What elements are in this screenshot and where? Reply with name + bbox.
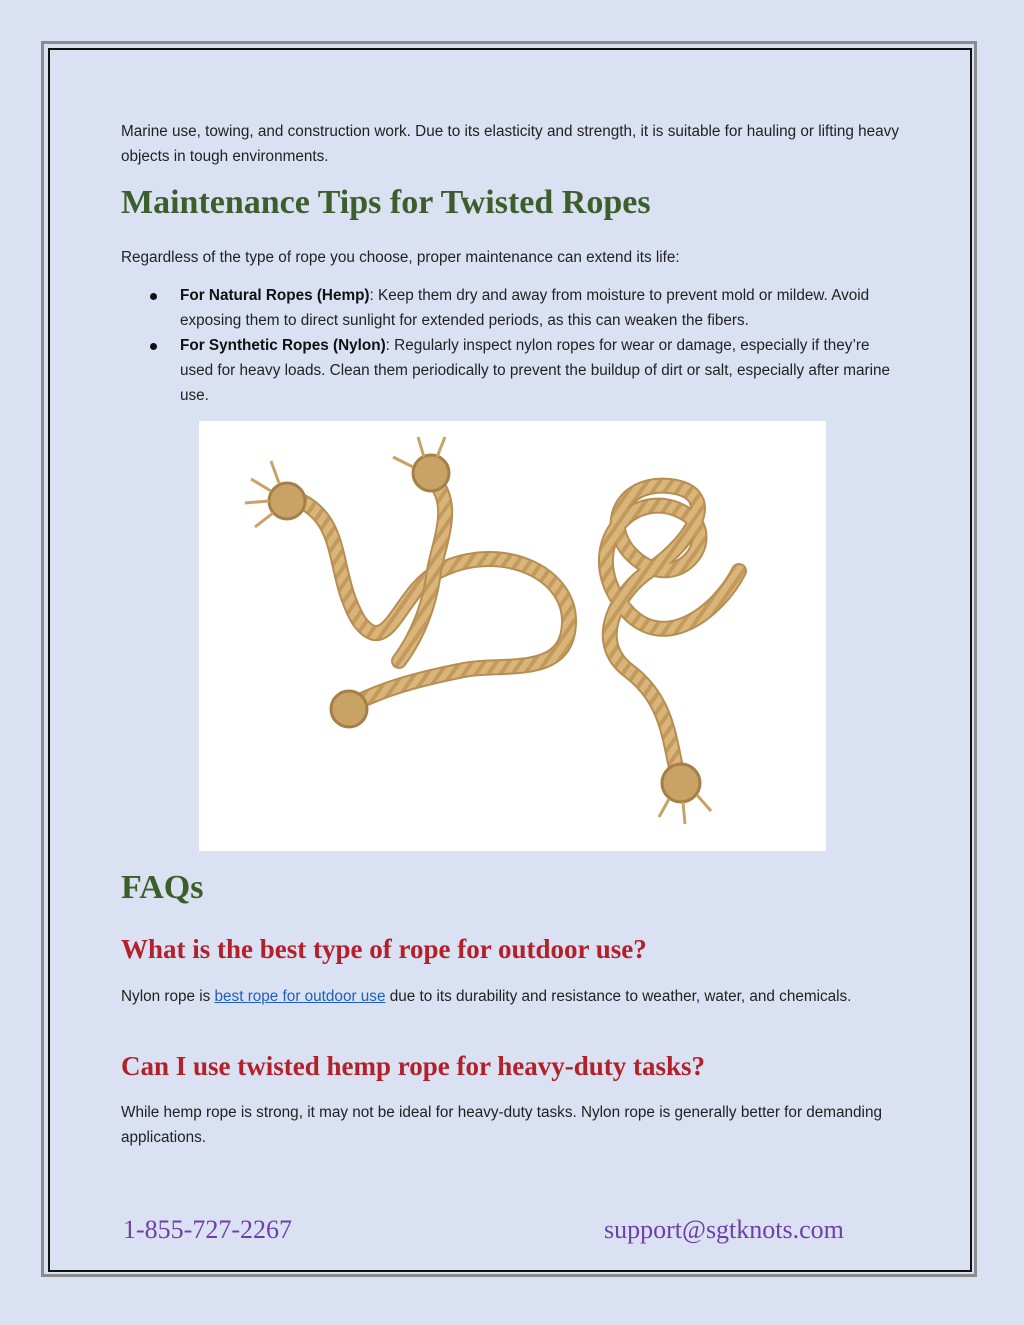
- faqs-section: [121, 866, 901, 910]
- footer-phone[interactable]: 1-855-727-2267: [123, 1215, 292, 1244]
- bullet-icon: [150, 293, 157, 300]
- list-item: [121, 333, 901, 408]
- faq-1-answer: [121, 984, 901, 1009]
- maintenance-lead-wrap: [121, 245, 901, 270]
- faq-1-question: What is the best type of rope for outdoor use?: [121, 934, 647, 964]
- tip-title: For Synthetic Ropes (Nylon): [180, 337, 386, 354]
- faq-1: [121, 930, 901, 968]
- bullet-icon: [150, 343, 157, 350]
- best-rope-outdoor-link[interactable]: best rope for outdoor use: [214, 988, 386, 1005]
- faq-2-answer-wrap: [121, 1100, 901, 1150]
- footer-email[interactable]: support@sgtknots.com: [604, 1215, 844, 1244]
- faqs-heading: FAQs: [121, 869, 204, 906]
- faq-2: [121, 1047, 901, 1085]
- maintenance-heading: Maintenance Tips for Twisted Ropes: [121, 184, 651, 221]
- tip-text: : Regularly inspect nylon ropes for wear or damage, especially if they’re used for heavy loads. Clean them periodically to prevent the buildup of dirt or salt, especially after marine use.: [180, 337, 890, 404]
- faq-1-answer-prefix: Nylon rope is: [121, 988, 215, 1005]
- maintenance-section: [121, 180, 901, 226]
- faq-1-answer-wrap: [121, 984, 901, 1009]
- faq-1-answer-suffix: due to its durability and resistance to weather, water, and chemicals.: [385, 988, 852, 1005]
- faq-2-answer: While hemp rope is strong, it may not be ideal for heavy-duty tasks. Nylon rope is generally better for demanding applications.: [121, 1104, 882, 1146]
- intro-section: [121, 119, 901, 169]
- tip-text: : Keep them dry and away from moisture to prevent mold or mildew. Avoid exposing them to direct sunlight for extended periods, as this can weaken the fibers.: [180, 287, 870, 329]
- tip-title: For Natural Ropes (Hemp): [180, 287, 370, 304]
- list-item: [121, 283, 901, 333]
- faq-2-question: Can I use twisted hemp rope for heavy-duty tasks?: [121, 1051, 706, 1081]
- maintenance-lead: Regardless of the type of rope you choose, proper maintenance can extend its life:: [121, 249, 680, 266]
- twisted-rope-illustration: [199, 421, 826, 851]
- maintenance-tips-list: [121, 283, 901, 408]
- rope-image: [199, 421, 826, 851]
- intro-paragraph: Marine use, towing, and construction work. Due to its elasticity and strength, it is suitable for hauling or lifting heavy objects in tough environments.: [121, 123, 899, 165]
- maintenance-list-wrap: [121, 283, 901, 408]
